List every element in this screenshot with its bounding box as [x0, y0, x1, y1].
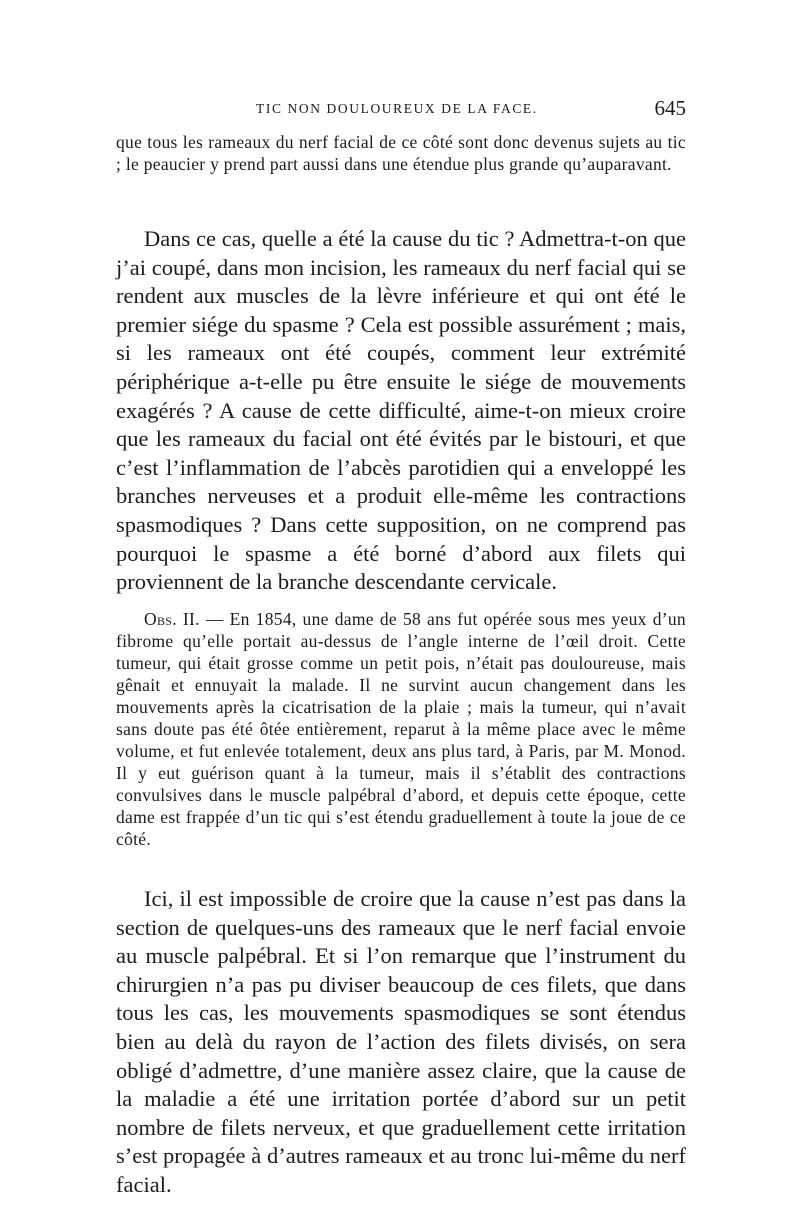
- observation-text: — En 1854, une dame de 58 ans fut opérée sous mes yeux d’un fibrome qu’elle portait au-dessus de l’angle interne de l’œil droit. Cette tumeur, qui était grosse comme un petit pois, n’était pas douloureuse, mais gênait et ennuyait la malade. Il ne survint aucun changement dans les mouvements après la cicatrisation de la plaie ; mais la tumeur, qui n’avait sans doute pas été ôtée entièrement, reparut à la même place avec le même volume, et fut enlevée totalement, deux ans plus tard, à Paris, par M. Monod. Il y eut guérison quant à la tumeur, mais il s’établit des contractions convulsives dans le muscle palpébral d’abord, et depuis cette époque, cette dame est frappée d’un tic qui s’est étendu graduellement à toute la joue de ce côté.: [116, 609, 686, 849]
- paragraph-continuation: que tous les rameaux du nerf facial de ce côté sont donc devenus sujets au tic ; le peaucier y prend part aussi dans une étendue plus grande qu’auparavant.: [116, 132, 686, 174]
- page-number: 645: [654, 96, 686, 120]
- page-header: [116, 96, 686, 122]
- observation-label: Obs. II.: [144, 609, 200, 629]
- running-head: TIC NON DOULOUREUX DE LA FACE.: [256, 101, 538, 116]
- paragraph-discussion-second: Ici, il est impossible de croire que la cause n’est pas dans la section de quelques-uns des rameaux que le nerf facial envoie au muscle palpébral. Et si l’on remarque que l’instrument du chirurgien n’a pas pu diviser beaucoup de ces filets, que dans tous les cas, les mouvements spasmodiques se sont étendus bien au delà du rayon de l’action des filets divisés, on sera obligé d’admettre, d’une manière assez claire, que la cause de la maladie a été une irritation portée d’abord sur un petit nombre de filets nerveux, et que graduellement cette irritation s’est propagée à d’autres rameaux et au tronc lui-même du nerf facial.: [116, 886, 686, 1197]
- observation-paragraph: [116, 608, 686, 850]
- paragraph-discussion-first: Dans ce cas, quelle a été la cause du tic ? Admettra-t-on que j’ai coupé, dans mon incision, les rameaux du nerf facial qui se rendent aux muscles de la lèvre inférieure et qui ont été le premier siége du spasme ? Cela est possible assurément ; mais, si les rameaux ont été coupés, comment leur extrémité périphérique a-t-elle pu être ensuite le siége de mouvements exagérés ? A cause de cette difficulté, aime-t-on mieux croire que les rameaux du facial ont été évités par le bistouri, et que c’est l’inflammation de l’abcès parotidien qui a enveloppé les branches nerveuses et a produit elle-même les contractions spasmodiques ? Dans cette supposition, on ne comprend pas pourquoi le spasme a été borné d’abord aux filets qui proviennent de la branche descendante cervicale.: [116, 226, 686, 595]
